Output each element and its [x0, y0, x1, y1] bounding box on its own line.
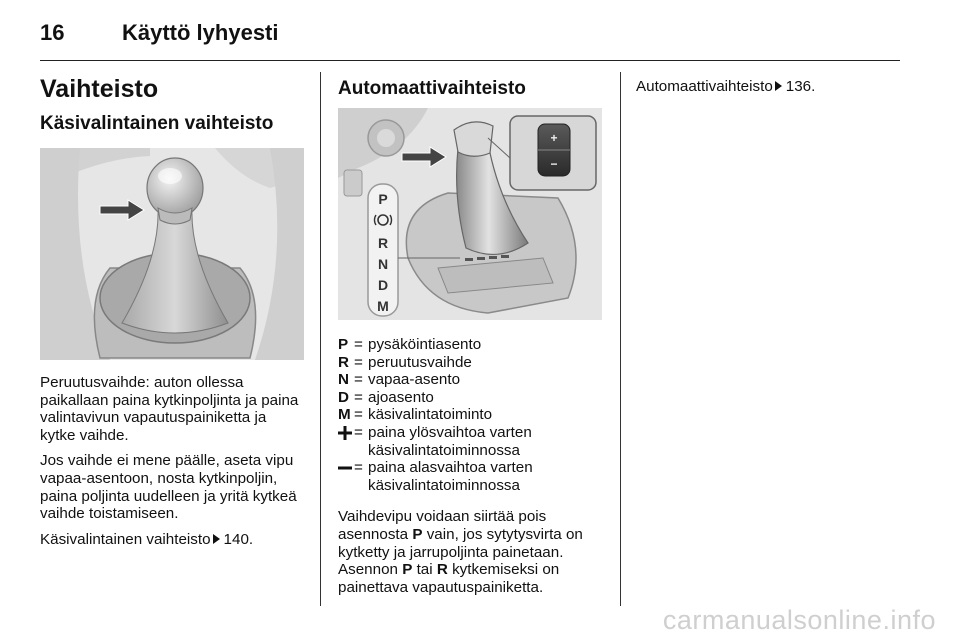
manual-gear-lever-drawing	[40, 148, 304, 360]
plus-icon	[338, 424, 354, 442]
manual-gearbox-heading: Käsivalintainen vaihteisto	[40, 113, 274, 134]
selector-legend	[338, 336, 604, 494]
legend-item-p: P = pysäköintiasento	[338, 336, 604, 354]
legend-desc-plus: paina ylösvaihtoa varten käsivalintatoiminnossa	[368, 423, 532, 459]
selector-label-n: N	[377, 256, 389, 272]
selector-label-p: P	[378, 191, 388, 207]
zoom-minus-label: −	[550, 157, 558, 171]
header-rule	[40, 60, 900, 61]
manual-reference-page: 140.	[223, 530, 254, 548]
legend-desc-minus: paina alasvaihtoa varten käsivalintatoiminnossa	[368, 459, 533, 494]
legend-desc-d: ajoasento	[368, 388, 434, 406]
legend-item-n: N = vapaa-asento	[338, 371, 604, 389]
legend-item-plus: = paina ylösvaihtoa varten käsivalintatoiminnossa	[338, 424, 604, 459]
watermark: carmanualsonline.info	[662, 605, 936, 635]
manual-gearbox-reference	[40, 531, 304, 549]
manual-gear-retry-text: Jos vaihde ei mene päälle, aseta vipu vapaa-asentoon, nosta kytkinpoljin, paina poljinta uudelleen ja yritä kytkeä vaihde toistamiseen.	[40, 452, 297, 523]
manual-reverse-gear-text: Peruutusvaihde: auton ollessa paikallaan paina kytkinpoljinta ja paina valintavivun vapautuspainiketta ja kytke vaihde.	[40, 374, 299, 444]
legend-key-d: D	[338, 388, 349, 406]
selector-label-d: D	[377, 277, 389, 293]
inline-key-p-2: P	[402, 561, 413, 579]
column-divider-1	[320, 72, 321, 606]
column-reference	[636, 72, 900, 96]
minus-icon	[338, 459, 354, 477]
column-manual-gearbox	[40, 72, 304, 548]
legend-desc-p: pysäköintiasento	[368, 336, 482, 353]
inline-key-p: P	[412, 525, 423, 543]
automatic-reference-text: Automaattivaihteisto	[636, 78, 773, 95]
selector-label-r: R	[377, 235, 389, 251]
automatic-gearbox-reference	[636, 78, 900, 96]
legend-desc-n: vapaa-asento	[368, 371, 461, 389]
automatic-selector-illustration	[338, 108, 602, 320]
legend-desc-m: käsivalintatoiminto	[368, 406, 493, 424]
automatic-reference-page: 136.	[785, 78, 816, 95]
automatic-selector-drawing	[338, 108, 602, 320]
legend-key-n: N	[338, 371, 349, 389]
page-reference-icon	[775, 81, 782, 91]
legend-key-r: R	[338, 353, 349, 371]
legend-desc-r: peruutusvaihde	[368, 353, 472, 371]
section-title: Vaihteisto	[40, 75, 159, 103]
legend-item-d: D = ajoasento	[338, 389, 604, 407]
legend-item-r: R = peruutusvaihde	[338, 354, 604, 372]
page-reference-icon	[213, 534, 220, 544]
page-header-title: Käyttö lyhyesti	[122, 20, 279, 45]
legend-key-m: M	[338, 406, 351, 424]
page-number: 16	[40, 20, 65, 45]
selector-label-m: M	[377, 298, 389, 314]
inline-key-r: R	[436, 561, 448, 579]
legend-key-p: P	[338, 336, 349, 353]
legend-item-m: M = käsivalintatoiminto	[338, 406, 604, 424]
zoom-plus-label: +	[550, 131, 558, 145]
manual-reference-text: Käsivalintainen vaihteisto	[40, 530, 211, 548]
column-divider-2	[620, 72, 621, 606]
selector-release-text: Vaihdevipu voidaan siirtää pois asennosta P vain, jos sytytysvirta on kytketty ja jarrupoljinta painetaan. Asennon P tai R kytkemiseksi on painettava vapautuspainiketta.	[338, 508, 583, 596]
column-automatic-gearbox	[338, 72, 604, 596]
legend-item-minus: = paina alasvaihtoa varten käsivalintatoiminnossa	[338, 459, 604, 494]
automatic-gearbox-heading: Automaattivaihteisto	[338, 78, 526, 99]
manual-gear-lever-illustration	[40, 148, 304, 360]
